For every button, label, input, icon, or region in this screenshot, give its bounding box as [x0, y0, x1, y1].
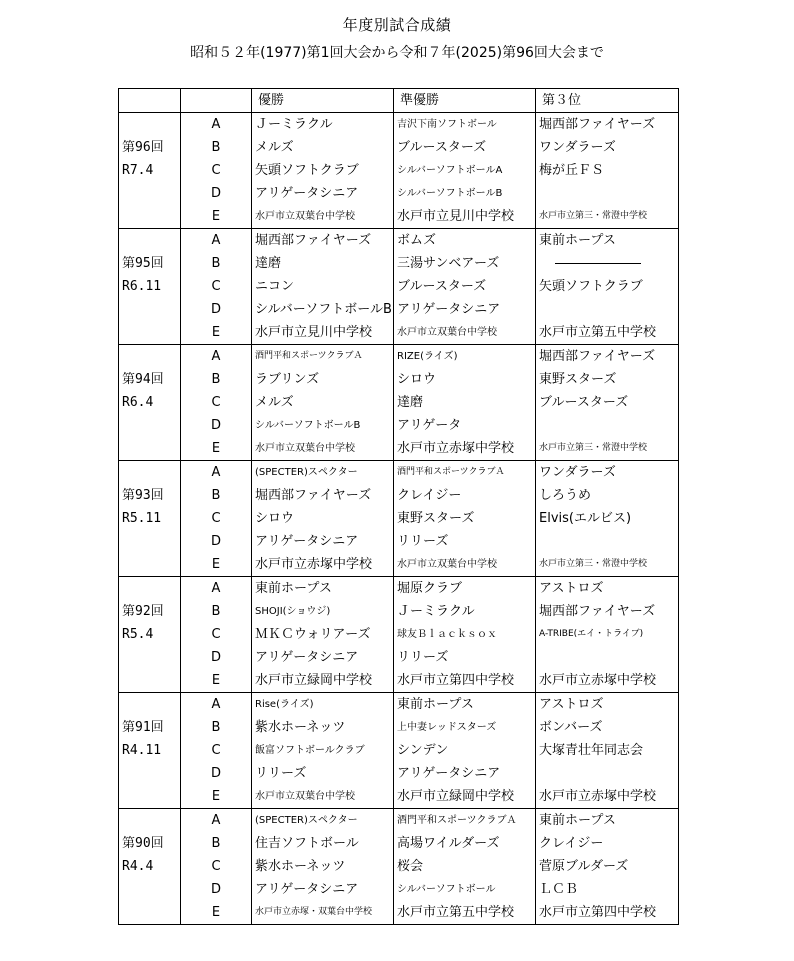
division-cell: A [181, 809, 252, 833]
third-place-cell [536, 252, 679, 275]
table-row [119, 553, 679, 577]
edition-cell [119, 809, 181, 833]
table-row [119, 693, 679, 717]
winner-cell: リリーズ [252, 762, 394, 785]
header-row [119, 89, 679, 113]
third-place-cell [536, 298, 679, 321]
third-place-cell [536, 646, 679, 669]
division-cell: E [181, 205, 252, 229]
division-cell: E [181, 669, 252, 693]
table-row [119, 461, 679, 485]
third-place-cell: 水戸市立第三・常澄中学校 [536, 205, 679, 229]
runner-up-cell: 水戸市立双葉台中学校 [394, 321, 536, 345]
edition-cell [119, 669, 181, 693]
runner-up-cell: 桜会 [394, 855, 536, 878]
runner-up-cell: 水戸市立双葉台中学校 [394, 553, 536, 577]
division-cell: C [181, 159, 252, 182]
edition-cell [119, 646, 181, 669]
header-third-place: 第３位 [536, 89, 679, 113]
third-place-cell: ワンダラーズ [536, 461, 679, 485]
winner-cell: SHOJI(ショウジ) [252, 600, 394, 623]
third-place-cell: 東前ホープス [536, 229, 679, 253]
table-row [119, 785, 679, 809]
third-place-cell [536, 530, 679, 553]
table-row [119, 391, 679, 414]
division-cell: C [181, 855, 252, 878]
runner-up-cell: ブルースターズ [394, 275, 536, 298]
page-title: 年度別試合成績 [342, 16, 452, 34]
date-label: R5.4 [119, 623, 181, 646]
edition-cell [119, 229, 181, 253]
winner-cell: 水戸市立緑岡中学校 [252, 669, 394, 693]
winner-cell: 水戸市立双葉台中学校 [252, 785, 394, 809]
edition-label: 第90回 [119, 832, 181, 855]
division-cell: C [181, 391, 252, 414]
winner-cell: Ｊーミラクル [252, 113, 394, 137]
table-row [119, 623, 679, 646]
winner-cell: 水戸市立双葉台中学校 [252, 205, 394, 229]
edition-label: 第95回 [119, 252, 181, 275]
runner-up-cell: 吉沢下南ソフトボール [394, 113, 536, 137]
winner-cell: シロウ [252, 507, 394, 530]
division-cell: A [181, 345, 252, 369]
date-label: R4.4 [119, 855, 181, 878]
third-place-cell: 堀西部ファイヤーズ [536, 600, 679, 623]
results-body [119, 113, 679, 925]
table-row [119, 414, 679, 437]
third-place-cell: アストロズ [536, 577, 679, 601]
division-cell: D [181, 298, 252, 321]
third-place-cell: 水戸市立第五中学校 [536, 321, 679, 345]
edition-label: 第92回 [119, 600, 181, 623]
runner-up-cell: 水戸市立第五中学校 [394, 901, 536, 925]
division-cell: B [181, 600, 252, 623]
division-cell: A [181, 693, 252, 717]
table-row [119, 855, 679, 878]
division-cell: A [181, 461, 252, 485]
winner-cell: ニコン [252, 275, 394, 298]
division-cell: B [181, 136, 252, 159]
winner-cell: シルバーソフトボールB [252, 298, 394, 321]
winner-cell: 水戸市立赤塚中学校 [252, 553, 394, 577]
winner-cell: 水戸市立見川中学校 [252, 321, 394, 345]
division-cell: E [181, 553, 252, 577]
edition-cell [119, 878, 181, 901]
third-place-cell: 大塚青壮年同志会 [536, 739, 679, 762]
table-row [119, 182, 679, 205]
division-cell: B [181, 368, 252, 391]
runner-up-cell: 堀原クラブ [394, 577, 536, 601]
division-cell: B [181, 716, 252, 739]
runner-up-cell: 酒門平和スポーツクラブＡ [394, 461, 536, 485]
edition-label: 第94回 [119, 368, 181, 391]
table-row [119, 669, 679, 693]
edition-label: 第96回 [119, 136, 181, 159]
table-row [119, 275, 679, 298]
edition-cell [119, 298, 181, 321]
page-subtitle: 昭和５２年(1977)第1回大会から令和７年(2025)第96回大会まで [190, 45, 604, 61]
date-label: R7.4 [119, 159, 181, 182]
runner-up-cell: 高場ワイルダーズ [394, 832, 536, 855]
header-runner-up: 準優勝 [394, 89, 536, 113]
winner-cell: 紫水ホーネッツ [252, 855, 394, 878]
edition-cell [119, 762, 181, 785]
third-place-cell: ＬＣＢ [536, 878, 679, 901]
division-cell: E [181, 321, 252, 345]
division-cell: D [181, 762, 252, 785]
runner-up-cell: シロウ [394, 368, 536, 391]
runner-up-cell: ブルースターズ [394, 136, 536, 159]
table-row [119, 484, 679, 507]
date-label: R4.11 [119, 739, 181, 762]
third-place-cell: 水戸市立第三・常澄中学校 [536, 553, 679, 577]
third-place-cell: A-TRIBE(エイ・トライブ) [536, 623, 679, 646]
third-place-cell: 水戸市立赤塚中学校 [536, 785, 679, 809]
edition-cell [119, 530, 181, 553]
runner-up-cell: リリーズ [394, 646, 536, 669]
runner-up-cell: リリーズ [394, 530, 536, 553]
edition-cell [119, 182, 181, 205]
runner-up-cell: シルバーソフトボールA [394, 159, 536, 182]
winner-cell: (SPECTER)スペクター [252, 461, 394, 485]
winner-cell: ラブリンズ [252, 368, 394, 391]
third-place-cell [536, 182, 679, 205]
division-cell: E [181, 437, 252, 461]
runner-up-cell: 達磨 [394, 391, 536, 414]
winner-cell: (SPECTER)スペクター [252, 809, 394, 833]
runner-up-cell: 酒門平和スポーツクラブＡ [394, 809, 536, 833]
runner-up-cell: 東野スターズ [394, 507, 536, 530]
edition-cell [119, 901, 181, 925]
third-place-cell: ワンダラーズ [536, 136, 679, 159]
edition-cell [119, 414, 181, 437]
table-row [119, 507, 679, 530]
winner-cell: 水戸市立双葉台中学校 [252, 437, 394, 461]
division-cell: A [181, 229, 252, 253]
results-table [118, 88, 679, 925]
division-cell: A [181, 577, 252, 601]
runner-up-cell: クレイジー [394, 484, 536, 507]
runner-up-cell: 三湯サンベアーズ [394, 252, 536, 275]
winner-cell: 東前ホープス [252, 577, 394, 601]
table-row [119, 901, 679, 925]
winner-cell: 紫水ホーネッツ [252, 716, 394, 739]
header-edition [119, 89, 181, 113]
third-place-cell: 梅が丘ＦＳ [536, 159, 679, 182]
winner-cell: 堀西部ファイヤーズ [252, 229, 394, 253]
runner-up-cell: 上中妻レッドスターズ [394, 716, 536, 739]
third-place-cell [536, 414, 679, 437]
edition-cell [119, 113, 181, 137]
date-label: R5.11 [119, 507, 181, 530]
dash-line [555, 263, 641, 264]
table-row [119, 159, 679, 182]
division-cell: C [181, 623, 252, 646]
division-cell: B [181, 484, 252, 507]
edition-label: 第91回 [119, 716, 181, 739]
division-cell: D [181, 182, 252, 205]
third-place-cell: 東前ホープス [536, 809, 679, 833]
third-place-cell: 堀西部ファイヤーズ [536, 345, 679, 369]
third-place-cell [536, 762, 679, 785]
third-place-cell: 水戸市立赤塚中学校 [536, 669, 679, 693]
table-row [119, 832, 679, 855]
division-cell: D [181, 414, 252, 437]
runner-up-cell: ボムズ [394, 229, 536, 253]
division-cell: B [181, 832, 252, 855]
edition-cell [119, 577, 181, 601]
runner-up-cell: 水戸市立緑岡中学校 [394, 785, 536, 809]
edition-cell [119, 693, 181, 717]
edition-cell [119, 321, 181, 345]
runner-up-cell: 球友Ｂｌａｃｋｓｏｘ [394, 623, 536, 646]
division-cell: D [181, 530, 252, 553]
runner-up-cell: アリゲータシニア [394, 762, 536, 785]
runner-up-cell: アリゲータシニア [394, 298, 536, 321]
runner-up-cell: シンデン [394, 739, 536, 762]
third-place-cell: アストロズ [536, 693, 679, 717]
division-cell: D [181, 646, 252, 669]
runner-up-cell: Ｊーミラクル [394, 600, 536, 623]
winner-cell: 酒門平和スポーツクラブＡ [252, 345, 394, 369]
third-place-cell: 水戸市立第三・常澄中学校 [536, 437, 679, 461]
table-row [119, 878, 679, 901]
edition-cell [119, 205, 181, 229]
table-row [119, 809, 679, 833]
winner-cell: 達磨 [252, 252, 394, 275]
runner-up-cell: 水戸市立赤塚中学校 [394, 437, 536, 461]
date-label: R6.4 [119, 391, 181, 414]
runner-up-cell: RIZE(ライズ) [394, 345, 536, 369]
winner-cell: 住吉ソフトボール [252, 832, 394, 855]
header-winner: 優勝 [252, 89, 394, 113]
winner-cell: 水戸市立赤塚・双葉台中学校 [252, 901, 394, 925]
table-row [119, 345, 679, 369]
winner-cell: 堀西部ファイヤーズ [252, 484, 394, 507]
table-row [119, 600, 679, 623]
table-row [119, 113, 679, 137]
table-row [119, 229, 679, 253]
edition-cell [119, 345, 181, 369]
third-place-cell: Elvis(エルビス) [536, 507, 679, 530]
winner-cell: アリゲータシニア [252, 878, 394, 901]
runner-up-cell: 東前ホープス [394, 693, 536, 717]
table-row [119, 762, 679, 785]
edition-cell [119, 461, 181, 485]
third-place-cell: 菅原ブルダーズ [536, 855, 679, 878]
winner-cell: シルバーソフトボールB [252, 414, 394, 437]
division-cell: C [181, 507, 252, 530]
division-cell: C [181, 739, 252, 762]
table-row [119, 321, 679, 345]
winner-cell: 矢頭ソフトクラブ [252, 159, 394, 182]
table-row [119, 739, 679, 762]
runner-up-cell: 水戸市立第四中学校 [394, 669, 536, 693]
table-row [119, 368, 679, 391]
runner-up-cell: シルバーソフトボール [394, 878, 536, 901]
runner-up-cell: 水戸市立見川中学校 [394, 205, 536, 229]
winner-cell: 飯富ソフトボールクラブ [252, 739, 394, 762]
third-place-cell: 矢頭ソフトクラブ [536, 275, 679, 298]
table-row [119, 252, 679, 275]
table-row [119, 437, 679, 461]
third-place-cell: クレイジー [536, 832, 679, 855]
date-label: R6.11 [119, 275, 181, 298]
table-row [119, 577, 679, 601]
division-cell: B [181, 252, 252, 275]
table-row [119, 298, 679, 321]
runner-up-cell: アリゲータ [394, 414, 536, 437]
winner-cell: メルズ [252, 136, 394, 159]
edition-cell [119, 553, 181, 577]
table-row [119, 530, 679, 553]
division-cell: E [181, 785, 252, 809]
third-place-cell: しろうめ [536, 484, 679, 507]
edition-cell [119, 785, 181, 809]
division-cell: C [181, 275, 252, 298]
table-row [119, 716, 679, 739]
division-cell: A [181, 113, 252, 137]
third-place-cell: 東野スターズ [536, 368, 679, 391]
division-cell: D [181, 878, 252, 901]
table-row [119, 646, 679, 669]
winner-cell: メルズ [252, 391, 394, 414]
third-place-cell: 水戸市立第四中学校 [536, 901, 679, 925]
third-place-cell: ブルースターズ [536, 391, 679, 414]
edition-cell [119, 437, 181, 461]
third-place-cell: 堀西部ファイヤーズ [536, 113, 679, 137]
winner-cell: アリゲータシニア [252, 530, 394, 553]
table-row [119, 136, 679, 159]
table-row [119, 205, 679, 229]
header-division [181, 89, 252, 113]
winner-cell: アリゲータシニア [252, 646, 394, 669]
winner-cell: ＭＫＣウォリアーズ [252, 623, 394, 646]
winner-cell: アリゲータシニア [252, 182, 394, 205]
division-cell: E [181, 901, 252, 925]
winner-cell: Rise(ライズ) [252, 693, 394, 717]
edition-label: 第93回 [119, 484, 181, 507]
third-place-cell: ボンバーズ [536, 716, 679, 739]
runner-up-cell: シルバーソフトボールB [394, 182, 536, 205]
